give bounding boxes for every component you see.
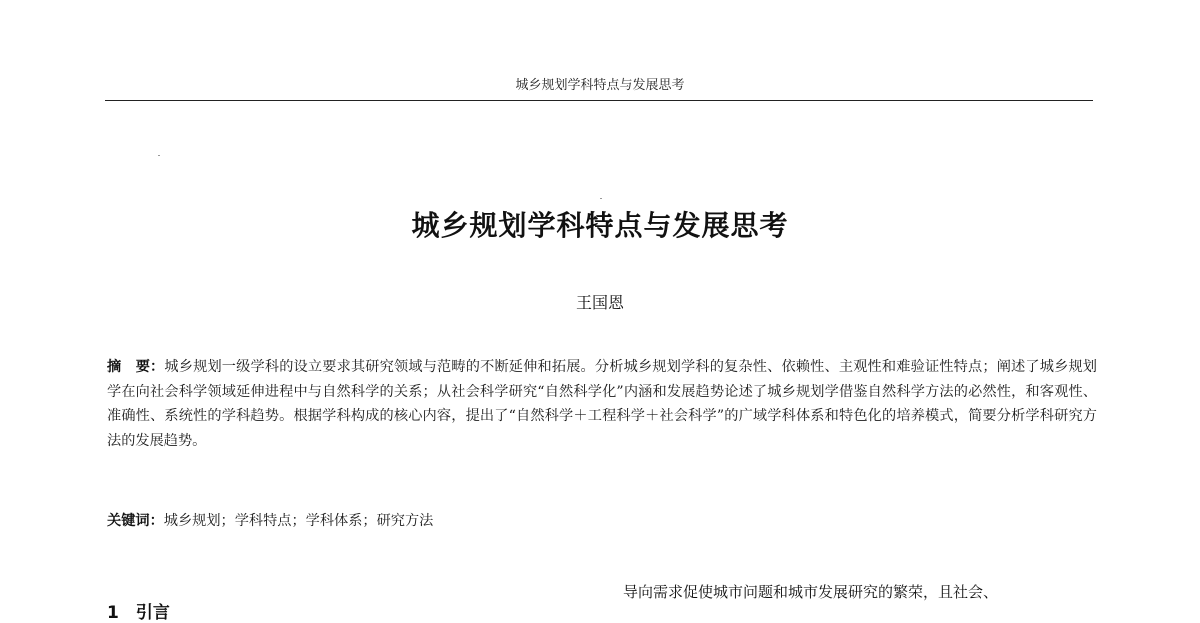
section-heading: 1 引言: [107, 603, 170, 623]
scan-speck: [158, 155, 160, 156]
author-name: 王国恩: [575, 293, 624, 312]
header-rule: [105, 100, 1093, 101]
keywords: [107, 509, 1097, 533]
abstract-text: 城乡规划一级学科的设立要求其研究领域与范畴的不断延伸和拓展。分析城乡规划学科的复杂性、依赖性、主观性和难验证性特点；阐述了城乡规划学在向社会科学领域延伸进程中与自然科学的关系；从社会科学研究“自然科学化”内涵和发展趋势论述了城乡规划学借鉴自然科学方法的必然性，和客观性、准确性、系统性的学科趋势。根据学科构成的核心内容，提出了“自然科学＋工程科学＋社会科学”的广域学科体系和特色化的培养模式，简要分析学科研究方法的发展趋势。: [107, 359, 1097, 449]
abstract: [107, 355, 1097, 453]
abstract-label: 摘 要：: [107, 359, 165, 375]
body-text-line: 导向需求促使城市问题和城市发展研究的繁荣，且社会、: [623, 583, 999, 601]
running-header: 城乡规划学科特点与发展思考: [515, 78, 685, 93]
scan-speck: [600, 198, 602, 199]
paper-title: 城乡规划学科特点与发展思考: [411, 209, 789, 242]
keywords-label: 关键词：: [107, 513, 164, 529]
keywords-text: 城乡规划；学科特点；学科体系；研究方法: [163, 513, 434, 529]
